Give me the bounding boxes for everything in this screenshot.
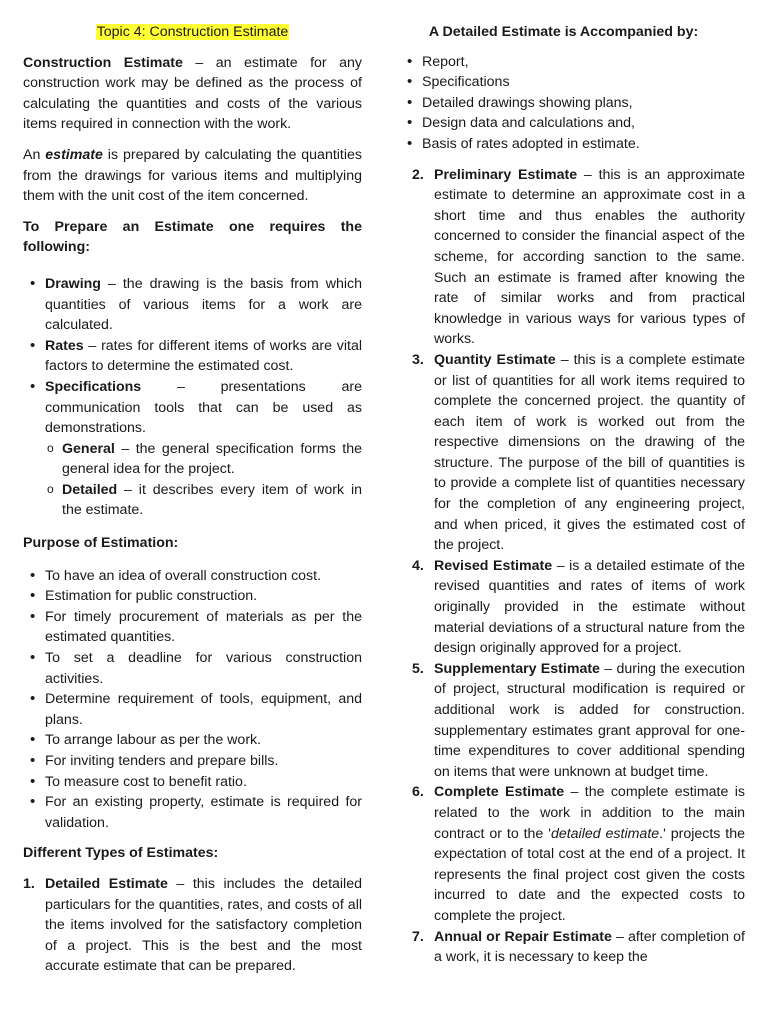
item-term: Annual or Repair Estimate (434, 928, 612, 945)
item-text: – the complete estimate is related to the work in addition to the main contract or to the ' (434, 784, 745, 842)
estimate-paragraph (23, 145, 362, 207)
item-text: – presentations are communication tools that can be used as demonstrations. (45, 378, 362, 437)
list-item (23, 377, 362, 521)
list-item (412, 556, 745, 659)
types-heading: Different Types of Estimates: (23, 845, 219, 862)
item-text: – after completion of a work, it is necessary to keep the (434, 928, 745, 966)
topic-title: Topic 4: Construction Estimate (96, 24, 289, 40)
sub-list-item (47, 439, 362, 480)
sub-item-term: General (62, 440, 115, 457)
item-number: 1. (23, 875, 35, 892)
list-item: • Determine requirement of tools, equipment, and plans. (23, 689, 362, 730)
item-number: 3. (412, 351, 424, 368)
item-number: 5. (412, 660, 424, 677)
item-text: .' projects the expectation of total cost at the end of a project. It represents the final project cost given the costs incurred to date and the expected costs to complete the project. (434, 825, 745, 924)
sub-item-term: Detailed (62, 481, 118, 498)
item-term: Drawing (45, 275, 101, 292)
item-term: Rates (45, 337, 84, 354)
list-item: • To set a deadline for various construction activities. (23, 648, 362, 689)
item-text: – this is an approximate estimate to determine an approximate cost in a short time and thus enables the authority concerned to consider the financial aspect of the scheme, for according sanction to the same. Such an estimate is framed after knowing the rate of similar works and from practical knowledge in various ways for various types of works. (434, 166, 746, 348)
item-text: – the drawing is the basis from which quantities of various items for a work are calculated. (45, 275, 362, 334)
list-item: • To arrange labour as per the work. (23, 730, 362, 751)
list-item: • For inviting tenders and prepare bills. (23, 751, 362, 772)
list-item: • To measure cost to benefit ratio. (23, 772, 362, 793)
left-column (23, 22, 362, 977)
prepare-heading: To Prepare an Estimate one requires the following: (23, 218, 362, 256)
list-item (412, 165, 745, 350)
list-item: • For an existing property, estimate is required for validation. (23, 792, 362, 833)
item-text: – is a detailed estimate of the revised quantities and rates of items of work originally provided in the estimate without material deviations of a structural nature from the design originally approved for a project. (434, 557, 745, 657)
list-item (412, 350, 745, 556)
list-item: • Design data and calculations and, (400, 113, 745, 134)
item-text: – during the execution of project, structural modification is required or additional work is added for construction. supplementary estimates grant approval for one-time expenditures to cover additional spending on items that were unknown at budget time. (434, 660, 745, 780)
types-list-right (412, 165, 745, 968)
sub-item-text: – it describes every item of work in the estimate. (62, 481, 362, 519)
sub-item-text: – the general specification forms the general idea for the project. (62, 440, 362, 478)
types-list-left (23, 874, 362, 977)
requirements-list (23, 274, 362, 521)
term-construction-estimate: Construction Estimate (23, 54, 183, 71)
item-term: Quantity Estimate (434, 351, 556, 368)
item-text: – this is a complete estimate or list of quantities for all work items required to complete the concerned project. the quantity of each item of work is worked out from the respective dimensions on the drawing of the structure. The purpose of the bill of quantities is to provide a complete list of quantities necessary for the completion of any engineering project, and when priced, it gives the estimated cost of the project. (434, 351, 745, 554)
accompany-heading: A Detailed Estimate is Accompanied by: (428, 24, 699, 40)
list-item: • To have an idea of overall construction cost. (23, 566, 362, 587)
list-item (412, 659, 745, 783)
item-term: Detailed Estimate (45, 875, 168, 892)
list-item (412, 927, 745, 968)
specification-sublist (47, 439, 362, 521)
list-item: • Estimation for public construction. (23, 586, 362, 607)
construction-estimate-definition (23, 53, 362, 135)
list-item (23, 274, 362, 336)
right-column (412, 22, 745, 968)
item-text: – rates for different items of works are vital factors to determine the estimated cost. (45, 337, 362, 375)
list-item: • Basis of rates adopted in estimate. (400, 134, 745, 155)
list-item: • For timely procurement of materials as per the estimated quantities. (23, 607, 362, 648)
purpose-heading: Purpose of Estimation: (23, 535, 179, 552)
para-text: is prepared by calculating the quantities from the drawings for various items and multiplying them with the unit cost of the item concerned. (23, 146, 362, 205)
definition-text: – an estimate for any construction work may be defined as the process of calculating the quantities and costs of the various items required in connection with the work. (23, 54, 362, 133)
accompany-list (400, 52, 745, 155)
term-estimate: estimate (45, 146, 103, 163)
purpose-list (23, 566, 362, 834)
list-item (23, 336, 362, 377)
item-term: Specifications (45, 378, 142, 395)
list-item: • Detailed drawings showing plans, (400, 93, 745, 114)
item-number: 7. (412, 928, 424, 945)
item-number: 6. (412, 784, 424, 801)
para-prefix: An (23, 146, 46, 163)
item-term: Revised Estimate (434, 557, 553, 574)
item-term: Preliminary Estimate (434, 166, 578, 183)
item-term: Complete Estimate (434, 784, 565, 801)
item-text: – this includes the detailed particulars for the quantities, rates, and costs of all the items involved for the satisfactory completion of a project. This is the best and the most accurate estimate that can be prepared. (45, 875, 362, 975)
item-number: 2. (412, 166, 424, 183)
list-item (23, 874, 362, 977)
list-item: • Specifications (400, 72, 745, 93)
list-item (412, 782, 745, 926)
list-item: • Report, (400, 52, 745, 73)
italic-term: detailed estimate (550, 825, 660, 842)
sub-list-item (47, 480, 362, 521)
title-wrap (23, 22, 362, 43)
item-number: 4. (412, 557, 424, 574)
item-term: Supplementary Estimate (434, 660, 600, 677)
